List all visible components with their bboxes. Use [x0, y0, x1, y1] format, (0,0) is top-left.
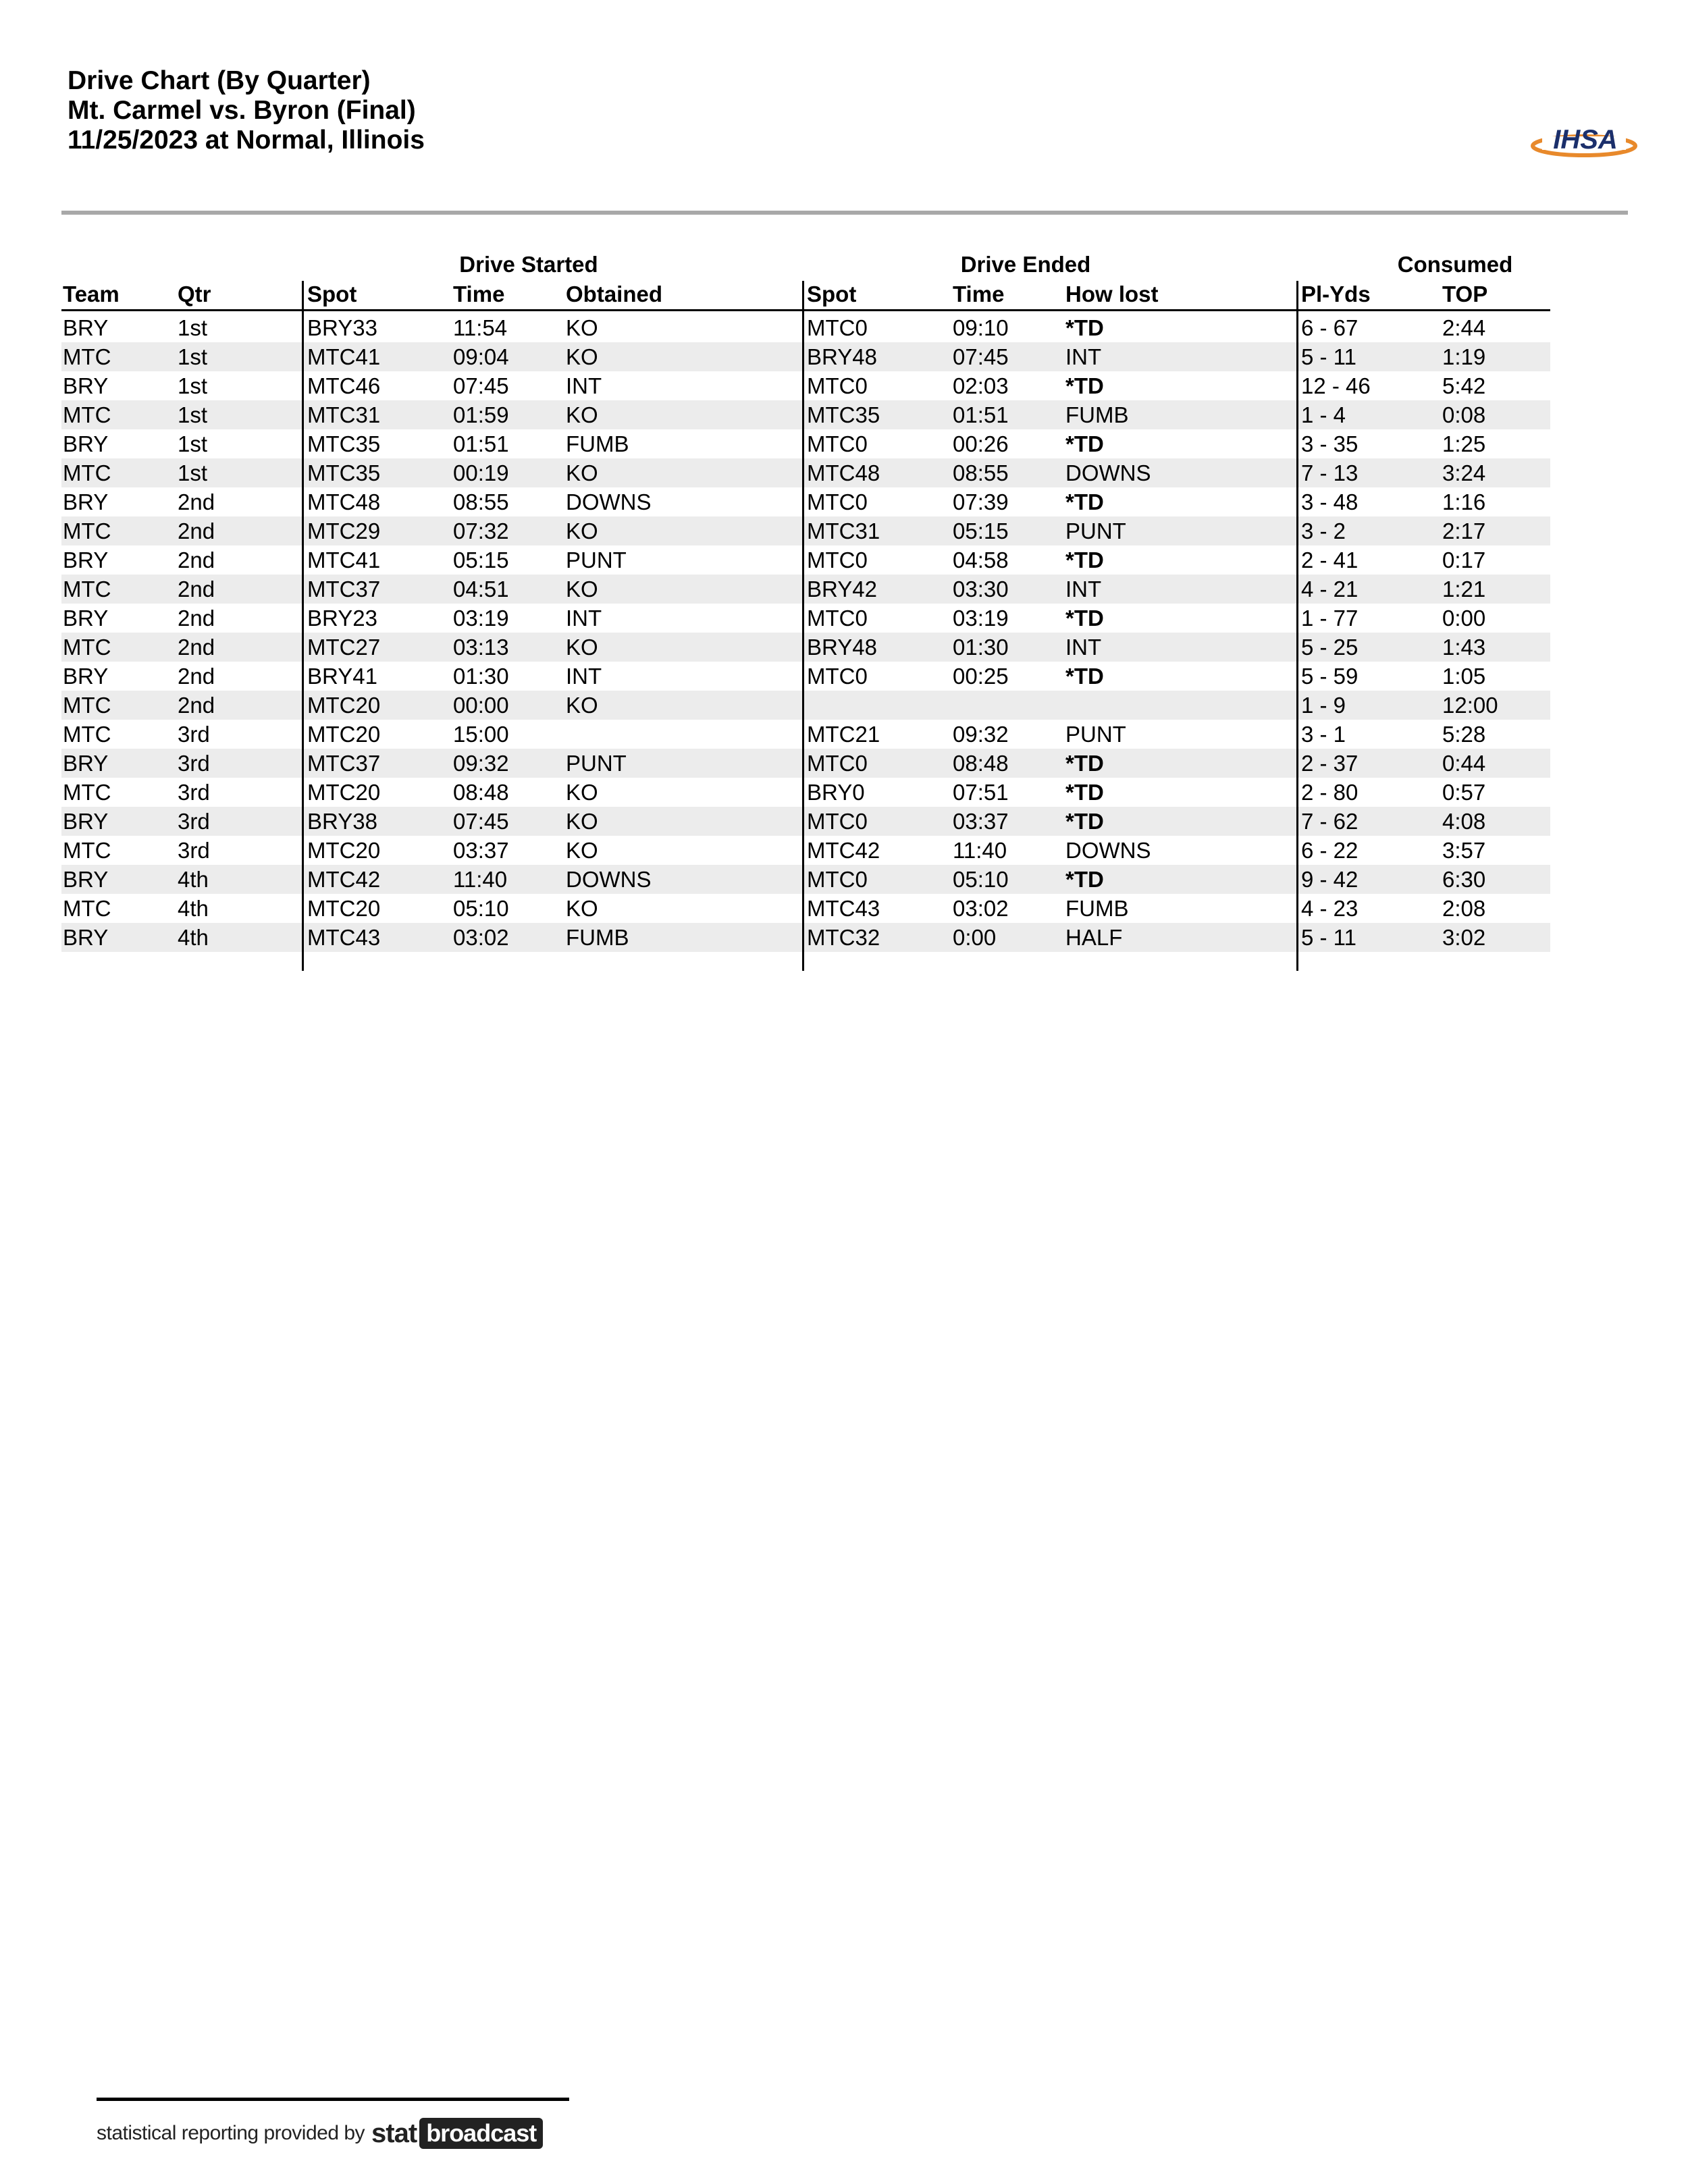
cell-obtained: KO — [566, 402, 598, 427]
cell-start-time: 03:37 — [453, 838, 509, 863]
column-header-row — [61, 281, 1550, 311]
cell-start-spot: MTC20 — [307, 838, 381, 863]
cell-plays-yards: 12 - 46 — [1301, 373, 1371, 398]
cell-end-spot: BRY48 — [807, 344, 877, 369]
cell-end-spot: MTC0 — [807, 751, 868, 776]
cell-obtained: KO — [566, 577, 598, 602]
cell-start-time: 07:32 — [453, 518, 509, 543]
cell-start-time: 03:02 — [453, 925, 509, 950]
cell-plays-yards: 3 - 35 — [1301, 431, 1359, 456]
table-row — [61, 778, 1550, 807]
table-row — [61, 429, 1550, 458]
cell-end-time: 05:15 — [953, 518, 1009, 543]
cell-end-spot: BRY0 — [807, 780, 865, 805]
cell-top: 2:44 — [1442, 315, 1486, 340]
cell-qtr: 1st — [178, 344, 208, 369]
cell-team: BRY — [63, 606, 109, 631]
col-start-time: Time — [453, 282, 505, 307]
cell-start-spot: MTC29 — [307, 518, 381, 543]
cell-start-spot: MTC20 — [307, 693, 381, 718]
cell-start-spot: MTC35 — [307, 460, 381, 485]
cell-obtained: INT — [566, 664, 602, 689]
cell-plays-yards: 6 - 22 — [1301, 838, 1359, 863]
cell-obtained: KO — [566, 838, 598, 863]
cell-team: MTC — [63, 722, 111, 747]
cell-plays-yards: 1 - 77 — [1301, 606, 1359, 631]
cell-start-time: 08:48 — [453, 780, 509, 805]
cell-team: BRY — [63, 373, 109, 398]
divider-drive-ended — [802, 281, 804, 971]
cell-qtr: 1st — [178, 402, 208, 427]
cell-obtained: DOWNS — [566, 867, 652, 892]
cell-obtained: KO — [566, 518, 598, 543]
cell-start-time: 05:10 — [453, 896, 509, 921]
cell-end-spot: MTC21 — [807, 722, 880, 747]
cell-top: 1:43 — [1442, 635, 1486, 660]
table-row — [61, 545, 1550, 575]
cell-start-time: 09:04 — [453, 344, 509, 369]
cell-top: 0:00 — [1442, 606, 1486, 631]
cell-top: 1:21 — [1442, 577, 1486, 602]
table-row — [61, 691, 1550, 720]
cell-end-time: 03:02 — [953, 896, 1009, 921]
cell-obtained: FUMB — [566, 925, 629, 950]
cell-top: 0:44 — [1442, 751, 1486, 776]
cell-team: BRY — [63, 809, 109, 834]
cell-obtained: INT — [566, 373, 602, 398]
col-obtained: Obtained — [566, 282, 663, 307]
cell-how-lost: *TD — [1065, 809, 1104, 834]
cell-team: BRY — [63, 751, 109, 776]
cell-qtr: 2nd — [178, 489, 215, 514]
cell-team: BRY — [63, 548, 109, 572]
cell-qtr: 2nd — [178, 577, 215, 602]
cell-how-lost: *TD — [1065, 373, 1104, 398]
cell-end-spot: BRY42 — [807, 577, 877, 602]
cell-how-lost: FUMB — [1065, 402, 1129, 427]
cell-plays-yards: 1 - 9 — [1301, 693, 1346, 718]
cell-end-time: 0:00 — [953, 925, 997, 950]
statbroadcast-logo-broadcast: broadcast — [419, 2118, 543, 2149]
cell-team: MTC — [63, 402, 111, 427]
cell-obtained: KO — [566, 809, 598, 834]
cell-start-spot: MTC37 — [307, 577, 381, 602]
cell-end-time: 01:51 — [953, 402, 1009, 427]
game-date-location: 11/25/2023 at Normal, Illinois — [68, 126, 425, 155]
cell-obtained: KO — [566, 780, 598, 805]
divider-drive-started — [302, 281, 304, 971]
logo-text: IHSA — [1553, 125, 1618, 155]
statbroadcast-logo-stat: stat — [371, 2118, 417, 2148]
cell-obtained: PUNT — [566, 751, 627, 776]
cell-team: BRY — [63, 867, 109, 892]
cell-qtr: 2nd — [178, 606, 215, 631]
cell-start-spot: MTC43 — [307, 925, 381, 950]
cell-how-lost: INT — [1065, 344, 1102, 369]
table-row — [61, 720, 1550, 749]
cell-top: 5:42 — [1442, 373, 1486, 398]
cell-top: 1:19 — [1442, 344, 1486, 369]
cell-qtr: 2nd — [178, 518, 215, 543]
cell-qtr: 4th — [178, 896, 209, 921]
cell-start-spot: BRY33 — [307, 315, 377, 340]
cell-start-time: 01:30 — [453, 664, 509, 689]
cell-end-time: 11:40 — [953, 838, 1007, 863]
cell-top: 5:28 — [1442, 722, 1486, 747]
col-team: Team — [63, 282, 120, 307]
table-row — [61, 575, 1550, 604]
col-top: TOP — [1442, 282, 1488, 307]
cell-qtr: 3rd — [178, 780, 210, 805]
cell-top: 1:05 — [1442, 664, 1486, 689]
table-row — [61, 923, 1550, 952]
group-drive-ended: Drive Ended — [960, 252, 1091, 277]
cell-obtained: KO — [566, 896, 598, 921]
cell-how-lost: *TD — [1065, 867, 1104, 892]
table-row — [61, 458, 1550, 487]
cell-team: MTC — [63, 518, 111, 543]
divider-consumed — [1296, 281, 1298, 971]
group-consumed: Consumed — [1397, 252, 1513, 277]
cell-start-time: 15:00 — [453, 722, 509, 747]
cell-end-spot: MTC48 — [807, 460, 880, 485]
cell-how-lost: PUNT — [1065, 518, 1126, 543]
cell-how-lost: *TD — [1065, 664, 1104, 689]
cell-end-time: 01:30 — [953, 635, 1009, 660]
cell-top: 6:30 — [1442, 867, 1486, 892]
cell-how-lost: HALF — [1065, 925, 1123, 950]
cell-plays-yards: 5 - 11 — [1301, 925, 1356, 950]
cell-plays-yards: 2 - 37 — [1301, 751, 1359, 776]
cell-how-lost: *TD — [1065, 548, 1104, 572]
cell-end-spot: MTC32 — [807, 925, 880, 950]
cell-qtr: 2nd — [178, 548, 215, 572]
cell-top: 1:16 — [1442, 489, 1486, 514]
cell-end-time: 08:55 — [953, 460, 1009, 485]
cell-qtr: 3rd — [178, 809, 210, 834]
cell-top: 2:08 — [1442, 896, 1486, 921]
header-divider — [61, 211, 1628, 215]
cell-team: MTC — [63, 344, 111, 369]
cell-start-time: 07:45 — [453, 809, 509, 834]
cell-plays-yards: 3 - 2 — [1301, 518, 1346, 543]
cell-qtr: 3rd — [178, 838, 210, 863]
report-title: Drive Chart (By Quarter) — [68, 66, 371, 95]
cell-top: 2:17 — [1442, 518, 1486, 543]
cell-start-time: 03:13 — [453, 635, 509, 660]
group-drive-started: Drive Started — [459, 252, 598, 277]
cell-end-time: 09:32 — [953, 722, 1009, 747]
table-row — [61, 604, 1550, 633]
cell-end-spot: MTC0 — [807, 548, 868, 572]
cell-end-spot: MTC0 — [807, 606, 868, 631]
cell-start-spot: MTC37 — [307, 751, 381, 776]
cell-start-spot: MTC41 — [307, 344, 381, 369]
footer-text: statistical reporting provided by — [97, 2122, 365, 2144]
cell-obtained: PUNT — [566, 548, 627, 572]
cell-qtr: 1st — [178, 460, 208, 485]
cell-team: MTC — [63, 780, 111, 805]
cell-end-time: 04:58 — [953, 548, 1009, 572]
cell-start-time: 00:00 — [453, 693, 509, 718]
cell-how-lost: *TD — [1065, 780, 1104, 805]
cell-start-time: 11:40 — [453, 867, 508, 892]
cell-obtained: KO — [566, 344, 598, 369]
cell-qtr: 3rd — [178, 722, 210, 747]
cell-end-time: 00:25 — [953, 664, 1009, 689]
drive-rows — [61, 313, 1550, 952]
cell-top: 0:08 — [1442, 402, 1486, 427]
cell-qtr: 2nd — [178, 635, 215, 660]
cell-plays-yards: 2 - 80 — [1301, 780, 1359, 805]
cell-team: MTC — [63, 577, 111, 602]
cell-plays-yards: 9 - 42 — [1301, 867, 1359, 892]
table-row — [61, 865, 1550, 894]
cell-obtained: KO — [566, 315, 598, 340]
cell-end-time: 08:48 — [953, 751, 1009, 776]
cell-start-spot: MTC41 — [307, 548, 381, 572]
table-row — [61, 836, 1550, 865]
game-matchup: Mt. Carmel vs. Byron (Final) — [68, 96, 416, 125]
cell-start-time: 00:19 — [453, 460, 509, 485]
cell-plays-yards: 6 - 67 — [1301, 315, 1359, 340]
cell-obtained: INT — [566, 606, 602, 631]
cell-start-time: 05:15 — [453, 548, 509, 572]
cell-plays-yards: 4 - 21 — [1301, 577, 1359, 602]
cell-qtr: 4th — [178, 867, 209, 892]
cell-start-spot: MTC46 — [307, 373, 381, 398]
cell-qtr: 2nd — [178, 664, 215, 689]
cell-start-time: 08:55 — [453, 489, 509, 514]
cell-end-spot: MTC0 — [807, 373, 868, 398]
cell-plays-yards: 7 - 13 — [1301, 460, 1359, 485]
cell-plays-yards: 5 - 59 — [1301, 664, 1359, 689]
cell-team: MTC — [63, 838, 111, 863]
cell-start-time: 11:54 — [453, 315, 508, 340]
cell-end-spot: MTC0 — [807, 809, 868, 834]
col-plays-yards: Pl-Yds — [1301, 282, 1371, 307]
cell-start-spot: MTC20 — [307, 780, 381, 805]
cell-end-spot: MTC0 — [807, 867, 868, 892]
cell-obtained: KO — [566, 635, 598, 660]
cell-qtr: 3rd — [178, 751, 210, 776]
cell-start-time: 09:32 — [453, 751, 509, 776]
cell-plays-yards: 1 - 4 — [1301, 402, 1346, 427]
cell-top: 12:00 — [1442, 693, 1498, 718]
report-header — [68, 66, 425, 155]
cell-end-time: 05:10 — [953, 867, 1009, 892]
cell-team: BRY — [63, 664, 109, 689]
cell-obtained: FUMB — [566, 431, 629, 456]
cell-end-spot: MTC0 — [807, 315, 868, 340]
cell-end-time: 03:30 — [953, 577, 1009, 602]
cell-end-spot: MTC0 — [807, 431, 868, 456]
cell-how-lost: FUMB — [1065, 896, 1129, 921]
cell-start-spot: BRY38 — [307, 809, 377, 834]
col-end-time: Time — [953, 282, 1005, 307]
cell-start-time: 04:51 — [453, 577, 509, 602]
cell-qtr: 4th — [178, 925, 209, 950]
table-row — [61, 400, 1550, 429]
cell-plays-yards: 7 - 62 — [1301, 809, 1359, 834]
cell-top: 0:57 — [1442, 780, 1486, 805]
cell-start-spot: MTC31 — [307, 402, 381, 427]
cell-end-time: 07:39 — [953, 489, 1009, 514]
table-row — [61, 749, 1550, 778]
table-row — [61, 894, 1550, 923]
cell-start-spot: BRY23 — [307, 606, 377, 631]
table-row — [61, 342, 1550, 371]
cell-qtr: 1st — [178, 315, 208, 340]
cell-start-time: 03:19 — [453, 606, 509, 631]
ihsa-logo — [1530, 116, 1638, 163]
table-row — [61, 807, 1550, 836]
cell-team: BRY — [63, 925, 109, 950]
cell-end-spot: BRY48 — [807, 635, 877, 660]
cell-end-time: 07:45 — [953, 344, 1009, 369]
footer-credit — [97, 2116, 543, 2150]
cell-start-spot: MTC20 — [307, 722, 381, 747]
cell-end-spot: MTC35 — [807, 402, 880, 427]
cell-end-spot: MTC0 — [807, 664, 868, 689]
cell-start-time: 01:51 — [453, 431, 509, 456]
cell-how-lost: *TD — [1065, 751, 1104, 776]
cell-top: 3:57 — [1442, 838, 1486, 863]
cell-how-lost: *TD — [1065, 489, 1104, 514]
cell-team: MTC — [63, 693, 111, 718]
cell-top: 3:24 — [1442, 460, 1486, 485]
cell-team: MTC — [63, 635, 111, 660]
cell-end-time: 07:51 — [953, 780, 1009, 805]
table-row — [61, 371, 1550, 400]
cell-top: 0:17 — [1442, 548, 1486, 572]
cell-start-spot: MTC27 — [307, 635, 381, 660]
cell-end-spot: MTC42 — [807, 838, 880, 863]
cell-team: MTC — [63, 896, 111, 921]
cell-end-spot: MTC31 — [807, 518, 880, 543]
cell-qtr: 1st — [178, 431, 208, 456]
cell-how-lost: DOWNS — [1065, 460, 1151, 485]
cell-obtained: KO — [566, 460, 598, 485]
col-end-spot: Spot — [807, 282, 857, 307]
cell-obtained: DOWNS — [566, 489, 652, 514]
table-row — [61, 633, 1550, 662]
cell-plays-yards: 5 - 11 — [1301, 344, 1356, 369]
cell-plays-yards: 3 - 1 — [1301, 722, 1346, 747]
cell-top: 3:02 — [1442, 925, 1486, 950]
footer-rule — [97, 2098, 569, 2101]
cell-start-spot: MTC42 — [307, 867, 381, 892]
cell-start-spot: BRY41 — [307, 664, 377, 689]
cell-top: 4:08 — [1442, 809, 1486, 834]
table-row — [61, 662, 1550, 691]
cell-how-lost: DOWNS — [1065, 838, 1151, 863]
cell-how-lost: INT — [1065, 577, 1102, 602]
table-row — [61, 516, 1550, 545]
cell-team: BRY — [63, 431, 109, 456]
cell-end-time: 00:26 — [953, 431, 1009, 456]
cell-how-lost: *TD — [1065, 606, 1104, 631]
cell-qtr: 1st — [178, 373, 208, 398]
cell-start-time: 01:59 — [453, 402, 509, 427]
cell-end-time: 03:19 — [953, 606, 1009, 631]
cell-team: BRY — [63, 315, 109, 340]
cell-obtained: KO — [566, 693, 598, 718]
cell-how-lost: *TD — [1065, 315, 1104, 340]
table-row — [61, 487, 1550, 516]
table-row — [61, 313, 1550, 342]
cell-start-spot: MTC48 — [307, 489, 381, 514]
cell-plays-yards: 4 - 23 — [1301, 896, 1359, 921]
cell-how-lost: PUNT — [1065, 722, 1126, 747]
col-start-spot: Spot — [307, 282, 357, 307]
cell-top: 1:25 — [1442, 431, 1486, 456]
col-how-lost: How lost — [1065, 282, 1159, 307]
cell-how-lost: *TD — [1065, 431, 1104, 456]
cell-end-spot: MTC0 — [807, 489, 868, 514]
cell-end-time: 03:37 — [953, 809, 1009, 834]
col-qtr: Qtr — [178, 282, 211, 307]
cell-end-time: 09:10 — [953, 315, 1009, 340]
cell-qtr: 2nd — [178, 693, 215, 718]
cell-plays-yards: 2 - 41 — [1301, 548, 1359, 572]
cell-start-spot: MTC35 — [307, 431, 381, 456]
cell-start-time: 07:45 — [453, 373, 509, 398]
cell-how-lost: INT — [1065, 635, 1102, 660]
cell-team: MTC — [63, 460, 111, 485]
cell-end-time: 02:03 — [953, 373, 1009, 398]
cell-plays-yards: 3 - 48 — [1301, 489, 1359, 514]
cell-plays-yards: 5 - 25 — [1301, 635, 1359, 660]
cell-team: BRY — [63, 489, 109, 514]
cell-end-spot: MTC43 — [807, 896, 880, 921]
cell-start-spot: MTC20 — [307, 896, 381, 921]
